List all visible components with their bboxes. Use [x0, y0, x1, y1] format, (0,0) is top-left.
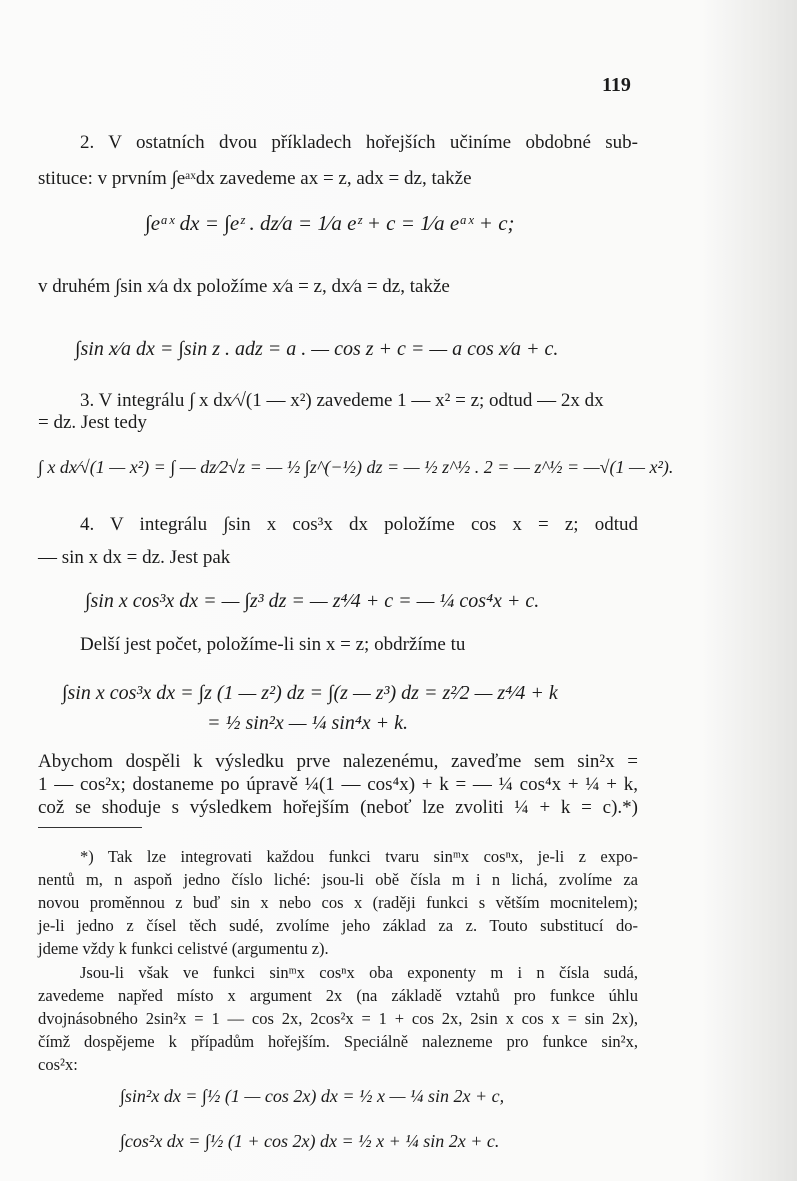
- footnote-line: *) Tak lze integrovati každou funkci tvaru sinᵐx cosⁿx, je-li z expo-: [80, 847, 638, 866]
- paragraph-2-line-3: v druhém ∫sin x⁄a dx položíme x⁄a = z, dx⁄a = dz, takže: [38, 276, 450, 297]
- footnote-divider: [38, 827, 142, 828]
- paragraph-3-line-2: = dz. Jest tedy: [38, 412, 147, 433]
- equation-1: ∫eᵃˣ dx = ∫eᶻ . dz⁄a = 1⁄a eᶻ + c = 1⁄a eᵃˣ + c;: [145, 211, 515, 235]
- footnote-equation-a: ∫sin²x dx = ∫½ (1 — cos 2x) dx = ½ x — ¼ sin 2x + c,: [120, 1086, 505, 1106]
- footnote-line: je-li jedno z čísel těch sudé, zvolíme jeho základ za z. Touto substitucí do-: [38, 916, 638, 935]
- paragraph-3-line-1: 3. V integrálu ∫ x dx⁄√(1 — x²) zavedeme 1 — x² = z; odtud — 2x dx: [80, 390, 604, 411]
- page-number: 119: [602, 74, 631, 96]
- paragraph-2-line-1: 2. V ostatních dvou příkladech hořejších učiníme obdobné sub-: [80, 132, 638, 153]
- equation-5b: = ½ sin²x — ¼ sin⁴x + k.: [207, 712, 409, 734]
- footnote-line: čímž dospějeme k případům hořejším. Speciálně nalezneme pro funkce sin²x,: [38, 1032, 638, 1051]
- footnote-line: Jsou-li však ve funkci sinᵐx cosⁿx oba exponenty m i n čísla sudá,: [80, 963, 638, 982]
- equation-3: ∫ x dx⁄√(1 — x²) = ∫ — dz⁄2√z = — ½ ∫z^(−½) dz = — ½ z^½ . 2 = — z^½ = —√(1 — x²).: [38, 457, 674, 477]
- paragraph-4-line-1: 4. V integrálu ∫sin x cos³x dx položíme cos x = z; odtud: [80, 514, 638, 535]
- footnote-equation-b: ∫cos²x dx = ∫½ (1 + cos 2x) dx = ½ x + ¼ sin 2x + c.: [120, 1131, 500, 1151]
- footnote-line: cos²x:: [38, 1055, 78, 1074]
- footnote-line: jdeme vždy k funkci celistvé (argumentu z).: [38, 939, 329, 958]
- footnote-line: nentů m, n aspoň jedno číslo liché: jsou-li obě čísla m i n lichá, zvolíme za: [38, 870, 638, 889]
- paragraph-6-line-3: což se shoduje s výsledkem hořejším (neboť lze zvoliti ¼ + k = c).*): [38, 797, 638, 818]
- equation-5a: ∫sin x cos³x dx = ∫z (1 — z²) dz = ∫(z — z³) dz = z²⁄2 — z⁴⁄4 + k: [62, 682, 558, 704]
- paragraph-4-line-2: — sin x dx = dz. Jest pak: [38, 547, 231, 568]
- equation-2: ∫sin x⁄a dx = ∫sin z . adz = a . — cos z + c = — a cos x⁄a + c.: [75, 338, 559, 360]
- paragraph-5-line-1: Delší jest počet, položíme-li sin x = z; obdržíme tu: [80, 634, 466, 655]
- footnote-line: novou proměnnou z buď sin x nebo cos x (raději funkci s větším mocnitelem);: [38, 893, 638, 912]
- paragraph-6-line-1: Abychom dospěli k výsledku prve nalezenému, zaveďme sem sin²x =: [38, 751, 638, 772]
- paragraph-6-line-2: 1 — cos²x; dostaneme po úpravě ¼(1 — cos⁴x) + k = — ¼ cos⁴x + ¼ + k,: [38, 774, 638, 795]
- paragraph-2-line-2: stituce: v prvním ∫eᵃˣdx zavedeme ax = z, adx = dz, takže: [38, 168, 472, 189]
- equation-4: ∫sin x cos³x dx = — ∫z³ dz = — z⁴⁄4 + c = — ¼ cos⁴x + c.: [85, 590, 540, 612]
- footnote-line: dvojnásobného 2sin²x = 1 — cos 2x, 2cos²x = 1 + cos 2x, 2sin x cos x = sin 2x),: [38, 1009, 638, 1028]
- footnote-line: zavedeme napřed místo x argument 2x (na základě vztahů pro funkce úhlu: [38, 986, 638, 1005]
